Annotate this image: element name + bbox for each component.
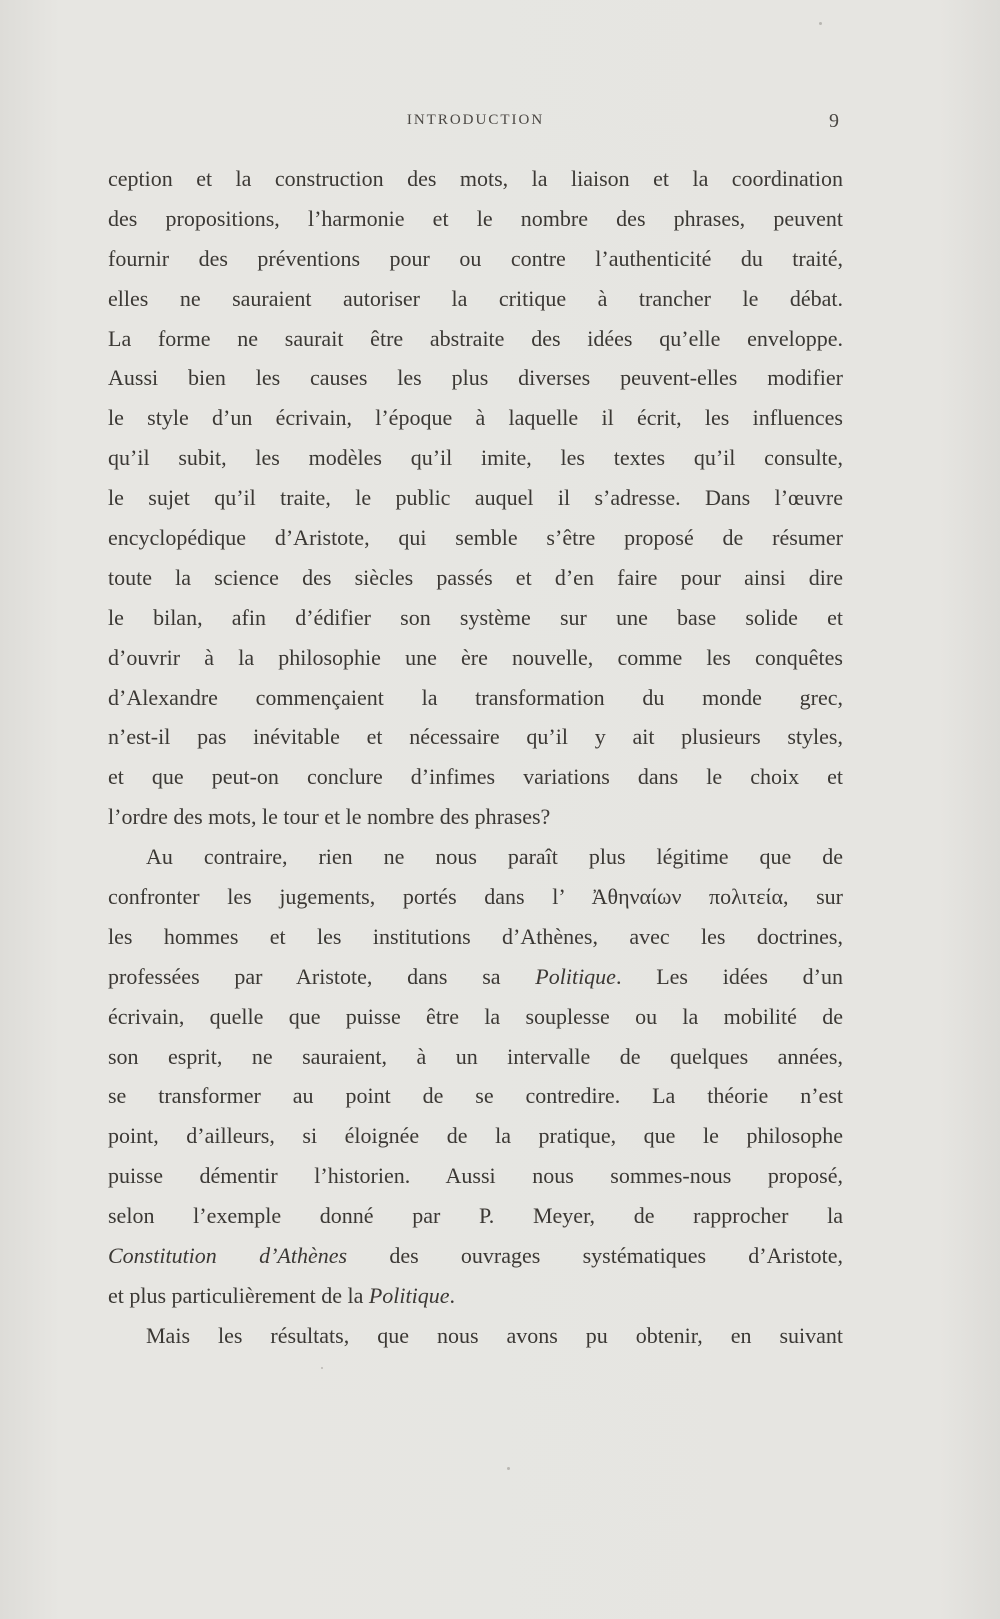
text-line: n’est-il pas inévitable et nécessaire qu’il y ait plusieurs styles, (108, 724, 843, 750)
text-line: son esprit, ne sauraient, à un intervalle de quelques années, (108, 1043, 843, 1069)
text-segment: et plus particulièrement de la (108, 1282, 369, 1308)
text-line: fournir des préventions pour ou contre l’authenticité du traité, (108, 245, 843, 271)
text-line-mixed (108, 1236, 843, 1276)
paper-speck (819, 22, 822, 25)
text-segment: des ouvrages systématiques d’Aristote, (347, 1243, 843, 1269)
text-line: le sujet qu’il traite, le public auquel il s’adresse. Dans l’œuvre (108, 485, 843, 511)
text-line: Mais les résultats, que nous avons pu obtenir, en suivant (146, 1322, 843, 1348)
italic-title: Constitution d’Athènes (108, 1243, 348, 1269)
text-line: Au contraire, rien ne nous paraît plus légitime que de (146, 844, 843, 870)
text-line: Aussi bien les causes les plus diverses peuvent-elles modifier (108, 365, 843, 391)
text-line: elles ne sauraient autoriser la critique à trancher le débat. (108, 285, 843, 311)
text-segment: professées par Aristote, dans sa (108, 963, 501, 989)
text-line: des propositions, l’harmonie et le nombre des phrases, peuvent (108, 205, 843, 231)
text-line: qu’il subit, les modèles qu’il imite, les textes qu’il consulte, (108, 445, 843, 471)
text-line-mixed (108, 1276, 843, 1316)
text-line: encyclopédique d’Aristote, qui semble s’être proposé de résumer (108, 525, 843, 551)
text-line: écrivain, quelle que puisse être la souplesse ou la mobilité de (108, 1003, 843, 1029)
text-line: toute la science des siècles passés et d’en faire pour ainsi dire (108, 564, 843, 590)
text-segment: . Les idées d’un (615, 963, 843, 989)
text-line: confronter les jugements, portés dans l’ Ἀθηναίων πολιτεία, sur (108, 884, 843, 910)
page-number: 9 (829, 110, 839, 132)
text-line: d’Alexandre commençaient la transformation du monde grec, (108, 684, 843, 710)
italic-title: Politique (535, 963, 616, 989)
paper-speck (507, 1467, 510, 1470)
text-line: d’ouvrir à la philosophie une ère nouvelle, comme les conquêtes (108, 644, 843, 670)
text-line-mixed (108, 957, 843, 997)
text-line: puisse démentir l’historien. Aussi nous sommes-nous proposé, (108, 1163, 843, 1189)
text-line: l’ordre des mots, le tour et le nombre des phrases? (108, 804, 551, 830)
text-line: selon l’exemple donné par P. Meyer, de rapprocher la (108, 1203, 843, 1229)
running-head (108, 112, 843, 136)
text-line: ception et la construction des mots, la liaison et la coordination (108, 166, 843, 191)
text-line: les hommes et les institutions d’Athènes, avec les doctrines, (108, 923, 843, 949)
text-line: se transformer au point de se contredire. La théorie n’est (108, 1083, 843, 1109)
italic-title: Politique (368, 1282, 450, 1308)
paper-speck (321, 1367, 323, 1369)
text-line: et que peut-on conclure d’infimes variations dans le choix et (108, 764, 843, 790)
text-segment: . (449, 1282, 455, 1308)
text-line: La forme ne saurait être abstraite des idées qu’elle enveloppe. (108, 325, 843, 351)
text-line: le style d’un écrivain, l’époque à laquelle il écrit, les influences (108, 405, 843, 431)
body-text (108, 159, 843, 1356)
text-line: le bilan, afin d’édifier son système sur une base solide et (108, 604, 843, 630)
running-title: INTRODUCTION (406, 112, 545, 128)
text-line: point, d’ailleurs, si éloignée de la pratique, que le philosophe (108, 1123, 843, 1149)
